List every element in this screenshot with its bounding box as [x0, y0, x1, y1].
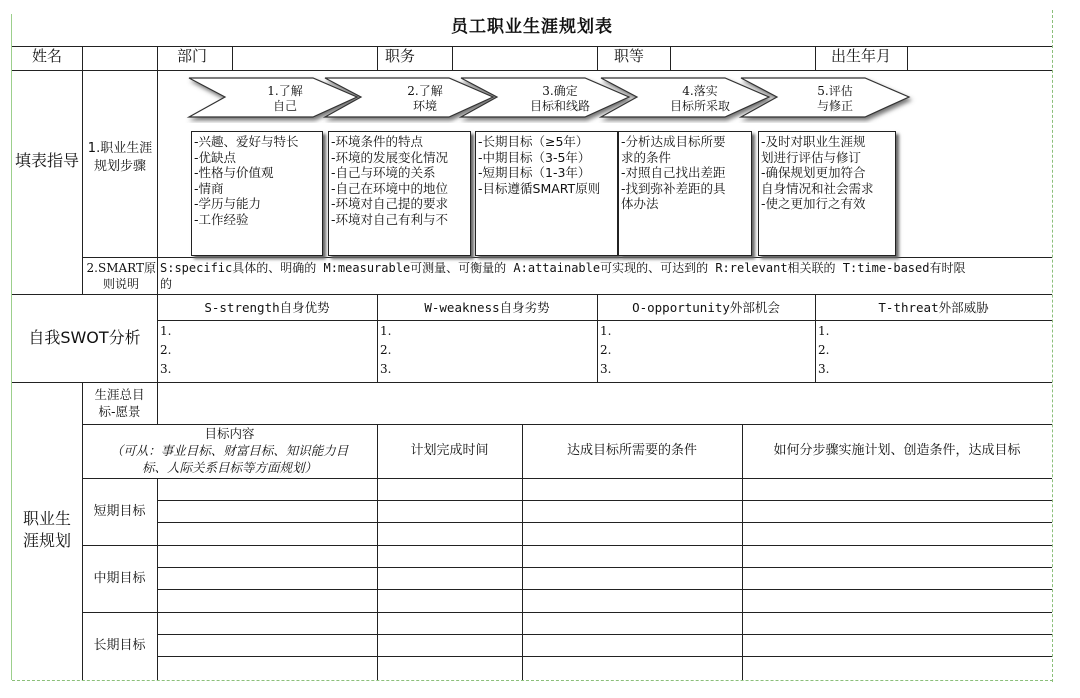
birth-field[interactable] — [909, 48, 1050, 68]
goal-content-cells[interactable] — [158, 479, 376, 679]
mid-term-goal-label: 中期目标 — [93, 571, 146, 586]
page-edge-bottom — [12, 680, 1053, 681]
swot-header-threat: T-threat外部威胁 — [878, 300, 989, 315]
swot-header-weakness: W-weakness自身劣势 — [424, 300, 550, 315]
swot-weakness-list[interactable]: 1. 2. 3. — [380, 324, 392, 376]
step-4-title: 4.落实 目标所采取 — [669, 84, 730, 113]
step-1-box: -兴趣、爱好与特长 -优缺点 -性格与价值观 -情商 -学历与能力 -工作经验 — [191, 131, 323, 256]
dept-field[interactable] — [234, 48, 375, 68]
steps-label: 1.职业生涯规划步骤 — [87, 141, 153, 174]
guide-section-label: 填表指导 — [14, 151, 79, 170]
swot-header-strength: S-strength自身优势 — [204, 300, 330, 315]
dept-label: 部门 — [177, 47, 208, 65]
goal-content-header: 目标内容 （可从：事业目标、财富目标、知识能力目 标、人际关系目标等方面规划） — [110, 426, 349, 475]
col-conditions: 达成目标所需要的条件 — [566, 443, 697, 458]
career-section-label: 职业生 涯规划 — [22, 509, 71, 550]
swot-threat-list[interactable]: 1. 2. 3. — [818, 324, 830, 376]
smart-label: 2.SMART原 则说明 — [86, 261, 156, 291]
col-action-steps: 如何分步骤实施计划、创造条件，达成目标 — [773, 443, 1021, 458]
grade-field[interactable] — [672, 48, 813, 68]
step-1-title: 1.了解 自己 — [267, 84, 303, 113]
action-steps-cells[interactable] — [743, 479, 1051, 679]
smart-text: S:specific具体的、明确的 M:measurable可测量、可衡量的 A:attainable可实现的、可达到的 R:relevant相关联的 T:time-based有时限 的 — [160, 261, 966, 291]
step-3-box: -长期目标（≥5年） -中期目标（3-5年） -短期目标（1-3年） -目标遵循SMART原则 — [475, 131, 618, 256]
swot-header-opportunity: O-opportunity外部机会 — [632, 300, 780, 315]
grade-label: 职等 — [614, 47, 645, 65]
position-field[interactable] — [454, 48, 595, 68]
vision-label: 生涯总目 标-愿景 — [94, 387, 145, 419]
plan-time-cells[interactable] — [378, 479, 521, 679]
swot-label: 自我SWOT分析 — [28, 328, 141, 347]
swot-strength-list[interactable]: 1. 2. 3. — [160, 324, 172, 376]
step-5-title: 5.评估 与修正 — [816, 84, 853, 113]
step-2-box: -环境条件的特点 -环境的发展变化情况 -自己与环境的关系 -自己在环境中的地位 -环境对自己提的要求 -环境对自己有利与不 — [328, 131, 471, 256]
name-field[interactable] — [84, 48, 155, 68]
page-title: 员工职业生涯规划表 — [451, 17, 613, 37]
col-plan-time: 计划完成时间 — [410, 443, 489, 458]
long-term-goal-label: 长期目标 — [93, 638, 146, 653]
name-label: 姓名 — [31, 47, 62, 65]
step-3-title: 3.确定 目标和线路 — [529, 84, 590, 113]
step-4-box: -分析达成目标所要 求的条件 -对照自己找出差距 -找到弥补差距的具 体办法 — [618, 131, 752, 256]
short-term-goal-label: 短期目标 — [93, 504, 146, 519]
vision-field[interactable] — [159, 384, 1050, 422]
position-label: 职务 — [385, 47, 416, 65]
page-edge-right — [1052, 10, 1053, 682]
birth-label: 出生年月 — [830, 47, 891, 65]
step-2-title: 2.了解 环境 — [407, 84, 443, 113]
step-5-box: -及时对职业生涯规 划进行评估与修订 -确保规划更加符合 自身情况和社会需求 -使之更加行之有效 — [758, 131, 896, 256]
swot-opportunity-list[interactable]: 1. 2. 3. — [600, 324, 612, 376]
conditions-cells[interactable] — [523, 479, 741, 679]
